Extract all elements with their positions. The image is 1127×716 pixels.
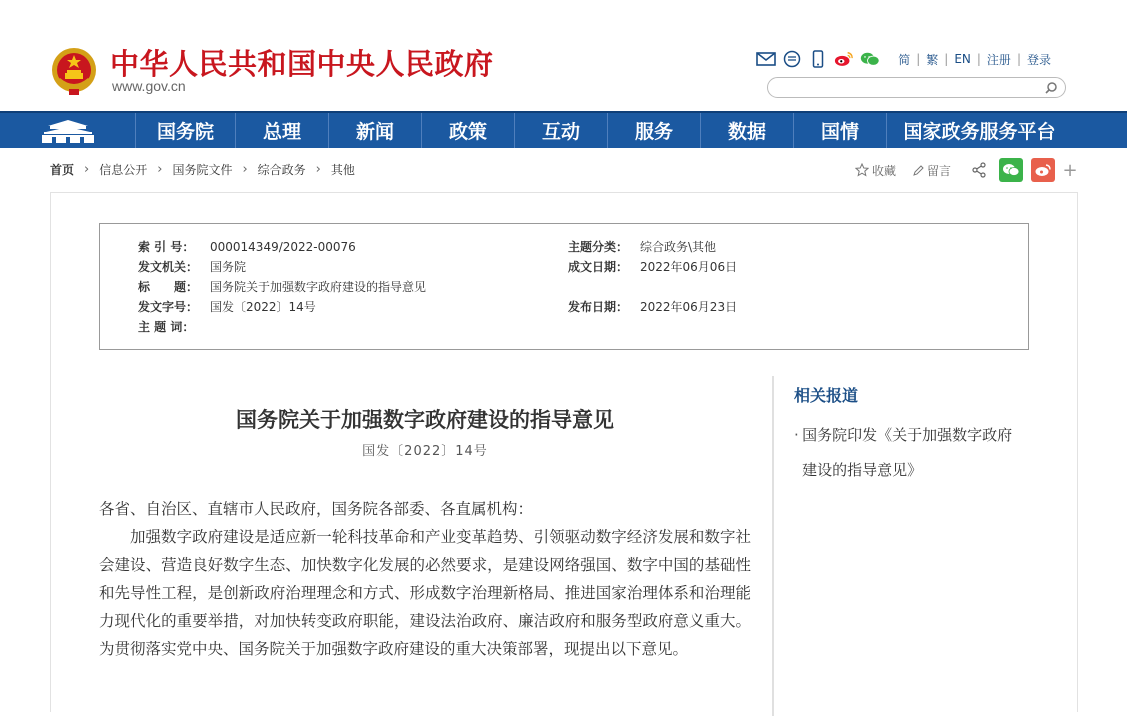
lang-simplified-link[interactable]: 简 bbox=[898, 52, 911, 67]
search-box bbox=[767, 77, 1066, 98]
chevron-right-icon: › bbox=[315, 162, 321, 177]
related-reports-title: 相关报道 bbox=[794, 386, 859, 405]
nav-item-gov-service-platform[interactable]: 国家政务服务平台 bbox=[903, 121, 1056, 143]
meta-issuer-label: 发文机关： bbox=[138, 260, 199, 274]
meta-published-label: 发布日期： bbox=[568, 300, 629, 314]
separator: | bbox=[976, 52, 981, 66]
article-doc-number: 国发〔2022〕14号 bbox=[362, 444, 488, 459]
mobile-icon[interactable] bbox=[808, 50, 828, 68]
bullet-icon: · bbox=[794, 426, 799, 444]
meta-category-label: 主题分类： bbox=[568, 240, 629, 254]
meta-docno-value: 国发〔2022〕14号 bbox=[210, 300, 316, 314]
mail-icon[interactable] bbox=[756, 50, 776, 68]
nav-item-services[interactable]: 服务 bbox=[608, 113, 701, 148]
site-name[interactable]: 中华人民共和国中央人民政府 bbox=[110, 47, 494, 81]
language-links bbox=[892, 51, 1057, 68]
lang-traditional-link[interactable]: 繁 bbox=[926, 52, 939, 67]
national-emblem-icon[interactable] bbox=[50, 46, 98, 96]
wechat-share-icon[interactable] bbox=[999, 158, 1023, 182]
nav-home-button[interactable] bbox=[0, 113, 136, 148]
meta-issuer-row bbox=[138, 258, 246, 275]
register-link[interactable]: 注册 bbox=[986, 52, 1011, 67]
meta-written-value: 2022年06月06日 bbox=[640, 260, 738, 274]
article-title: 国务院关于加强数字政府建设的指导意见 bbox=[236, 407, 614, 432]
meta-issuer-value: 国务院 bbox=[210, 260, 247, 274]
lang-english-link[interactable]: EN bbox=[954, 52, 971, 66]
article-paragraph: 加强数字政府建设是适应新一轮科技革命和产业变革趋势、引领驱动数字经济发展和数字社会建设、营造良好数字生态、加快数字化发展的必然要求，是建设网络强国、数字中国的基础性和先导性工程，是创新政府治理理念和方式、形成数字治理新格局、推进国家治理体系和治理能力现代化的重要举措，对加快转变政府职能，建设法治政府、廉洁政府和服务型政府意义重大。为贯彻落实党中央、国务院关于加强数字政府建设的重大决策部署，现提出以下意见。 bbox=[99, 528, 751, 658]
related-report-text[interactable]: 国务院印发《关于加强数字政府建设的指导意见》 bbox=[802, 426, 1013, 479]
top-tools bbox=[756, 50, 1057, 68]
separator: | bbox=[1016, 52, 1021, 66]
meta-published-value: 2022年06月23日 bbox=[640, 300, 738, 314]
weibo-icon[interactable] bbox=[834, 50, 854, 68]
plus-icon[interactable]: + bbox=[1062, 159, 1078, 181]
sidebar-divider bbox=[772, 376, 774, 716]
chevron-right-icon: › bbox=[242, 162, 248, 177]
meta-written-row bbox=[568, 258, 737, 275]
meta-index-row bbox=[138, 238, 356, 255]
nav-item-premier[interactable]: 总理 bbox=[236, 113, 329, 148]
nav-item-interaction[interactable]: 互动 bbox=[515, 113, 608, 148]
comment-button[interactable] bbox=[912, 162, 951, 179]
chevron-right-icon: › bbox=[157, 162, 163, 177]
meta-category-row bbox=[568, 238, 716, 255]
comment-label: 留言 bbox=[926, 163, 951, 178]
search-icon[interactable] bbox=[1043, 80, 1059, 96]
main-nav bbox=[0, 111, 1127, 148]
nav-item-national-info[interactable]: 国情 bbox=[794, 113, 887, 148]
star-icon bbox=[855, 163, 869, 177]
favorite-label: 收藏 bbox=[871, 163, 896, 178]
nav-item-news[interactable]: 新闻 bbox=[329, 113, 422, 148]
site-header bbox=[0, 0, 1127, 111]
share-bar bbox=[855, 158, 1077, 182]
nav-item-policy[interactable]: 政策 bbox=[422, 113, 515, 148]
chevron-right-icon: › bbox=[84, 162, 90, 177]
meta-title-value: 国务院关于加强数字政府建设的指导意见 bbox=[210, 280, 427, 294]
article-body bbox=[99, 495, 751, 663]
breadcrumb-other[interactable]: 其他 bbox=[330, 163, 355, 177]
article-salutation: 各省、自治区、直辖市人民政府，国务院各部委、各直属机构： bbox=[99, 500, 534, 518]
breadcrumb-info-public[interactable]: 信息公开 bbox=[99, 163, 148, 177]
meta-published-row bbox=[568, 298, 737, 315]
breadcrumb-general-affairs[interactable]: 综合政务 bbox=[257, 163, 306, 177]
related-report-link[interactable] bbox=[794, 418, 1024, 488]
breadcrumb-council-docs[interactable]: 国务院文件 bbox=[172, 163, 233, 177]
document-meta-box bbox=[99, 223, 1029, 350]
tiananmen-icon bbox=[38, 118, 98, 144]
nav-item-state-council[interactable]: 国务院 bbox=[136, 113, 236, 148]
meta-index-label: 索 引 号： bbox=[138, 240, 195, 254]
meta-subject-label: 主 题 词： bbox=[138, 320, 195, 334]
meta-written-label: 成文日期： bbox=[568, 260, 629, 274]
content-frame bbox=[50, 192, 1078, 712]
article bbox=[99, 376, 751, 663]
meta-docno-label: 发文字号： bbox=[138, 300, 199, 314]
login-link[interactable]: 登录 bbox=[1026, 52, 1051, 67]
meta-index-value: 000014349/2022-00076 bbox=[210, 239, 356, 254]
breadcrumb-home[interactable]: 首页 bbox=[50, 163, 75, 177]
nav-item-data[interactable]: 数据 bbox=[701, 113, 794, 148]
meta-title-row bbox=[138, 278, 426, 295]
meta-docno-row bbox=[138, 298, 316, 315]
share-icon[interactable] bbox=[967, 158, 991, 182]
favorite-button[interactable] bbox=[855, 162, 896, 179]
breadcrumb bbox=[50, 161, 355, 178]
related-reports bbox=[794, 383, 1024, 488]
wechat-icon[interactable] bbox=[860, 50, 880, 68]
meta-subject-row bbox=[138, 318, 210, 335]
meta-title-label: 标 题： bbox=[138, 280, 199, 294]
message-icon[interactable] bbox=[782, 50, 802, 68]
search-input[interactable] bbox=[778, 80, 1048, 99]
separator: | bbox=[944, 52, 949, 66]
meta-category-value: 综合政务\其他 bbox=[640, 240, 717, 254]
weibo-share-icon[interactable] bbox=[1031, 158, 1055, 182]
site-url[interactable]: www.gov.cn bbox=[112, 78, 186, 94]
separator: | bbox=[916, 52, 921, 66]
pencil-icon bbox=[912, 164, 924, 177]
